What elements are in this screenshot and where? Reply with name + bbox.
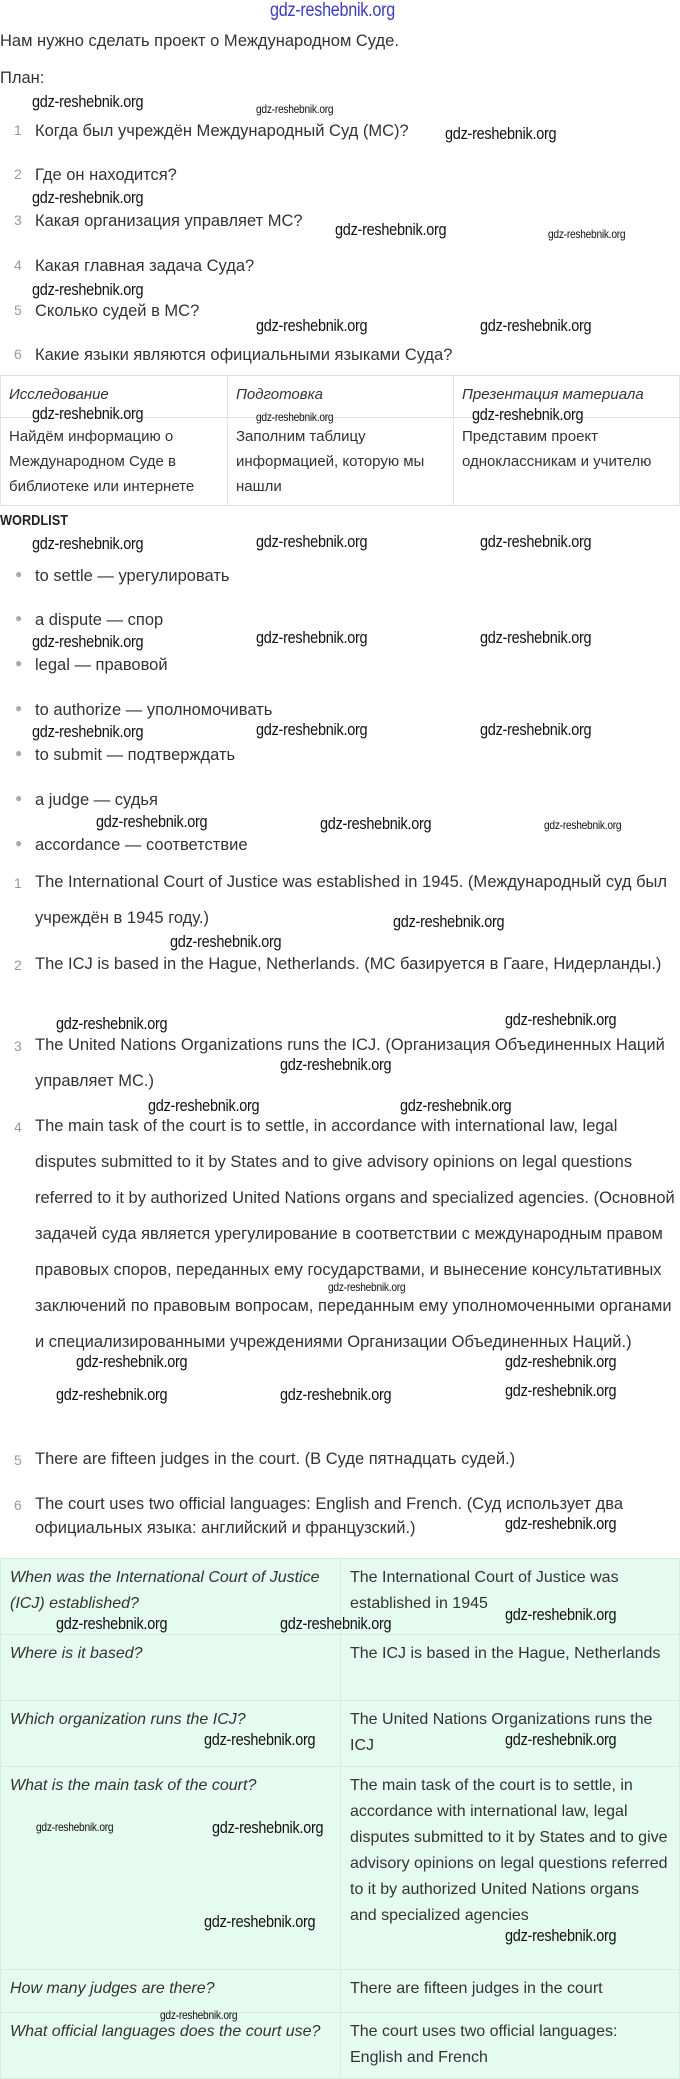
- bullet-icon: ●: [15, 791, 23, 805]
- wordlist-title: WORDLIST: [0, 512, 68, 529]
- intro-text: Нам нужно сделать проект о Международном Суде.: [0, 32, 399, 50]
- watermark: gdz-reshebnik.org: [76, 1352, 188, 1371]
- watermark: gdz-reshebnik.org: [505, 1730, 617, 1749]
- watermark: gdz-reshebnik.org: [32, 280, 144, 299]
- watermark: gdz-reshebnik.org: [472, 405, 584, 424]
- table-header: Презентация материала: [454, 376, 680, 418]
- qa-row: [1, 2013, 680, 2079]
- watermark: gdz-reshebnik.org: [56, 1614, 168, 1633]
- item-number: 6: [14, 1497, 22, 1513]
- word-text: a judge — судья: [35, 791, 158, 809]
- watermark: gdz-reshebnik.org: [256, 410, 334, 424]
- item-text: Где он находится?: [35, 166, 177, 184]
- word-text: a dispute — спор: [35, 611, 164, 629]
- watermark: gdz-reshebnik.org: [280, 1055, 392, 1074]
- item-number: 1: [14, 122, 22, 138]
- answer-text: The International Court of Justice was established in 1945. (Международный суд был учреждён в 1945 году.): [35, 873, 668, 927]
- watermark: gdz-reshebnik.org: [56, 1014, 168, 1033]
- plan-table: [0, 375, 680, 506]
- item-number: 1: [14, 875, 22, 891]
- item-number: 2: [14, 166, 22, 182]
- watermark: gdz-reshebnik.org: [204, 1730, 316, 1749]
- watermark: gdz-reshebnik.org: [280, 1614, 392, 1633]
- watermark: gdz-reshebnik.org: [32, 404, 144, 423]
- watermark: gdz-reshebnik.org: [204, 1912, 316, 1931]
- watermark: gdz-reshebnik.org: [480, 316, 592, 335]
- answer-cell: The United Nations Organizations runs the ICJ: [341, 1701, 680, 1767]
- answer-cell: The court uses two official languages: English and French: [341, 2013, 680, 2079]
- watermark: gdz-reshebnik.org: [256, 316, 368, 335]
- watermark: gdz-reshebnik.org: [320, 814, 432, 833]
- table-cell: Представим проект одноклассникам и учителю: [454, 418, 680, 506]
- word-text: to authorize — уполномочивать: [35, 701, 273, 719]
- qa-table: [0, 1558, 680, 2079]
- watermark: gdz-reshebnik.org: [393, 912, 505, 931]
- bullet-icon: ●: [15, 656, 23, 670]
- item-text: Когда был учреждён Международный Суд (МС)?: [35, 122, 409, 140]
- table-cell: Заполним таблицу информацией, которую мы нашли: [228, 418, 454, 506]
- watermark: gdz-reshebnik.org: [480, 720, 592, 739]
- answer-cell: The ICJ is based in the Hague, Netherlands: [341, 1635, 680, 1701]
- question-cell: How many judges are there?: [1, 1970, 341, 2013]
- answer-text: The court uses two official languages: English and French. (Суд использует два официальных языка: английский и французский.): [35, 1495, 624, 1537]
- item-text: Какая главная задача Суда?: [35, 257, 255, 275]
- watermark: gdz-reshebnik.org: [256, 720, 368, 739]
- watermark: gdz-reshebnik.org: [32, 188, 144, 207]
- watermark: gdz-reshebnik.org: [544, 818, 622, 832]
- watermark: gdz-reshebnik.org: [256, 532, 368, 551]
- answer-text: The main task of the court is to settle, in accordance with international law, legal disputes submitted to it by States and to give advisory opinions on legal questions referred to it by authorized United Nations organs and specialized agencies. (Основной задачей суда является урегулирование в соответствии с международным правом правовых споров, переданных ему государствами, и вынесение консультативных заключений по правовым вопросам, переданным ему уполномоченными органами и специализированными учреждениями Организации Объединенных Наций.): [35, 1117, 675, 1351]
- watermark: gdz-reshebnik.org: [148, 1096, 260, 1115]
- bullet-icon: ●: [15, 567, 23, 581]
- bullet-icon: ●: [15, 611, 23, 625]
- watermark: gdz-reshebnik.org: [335, 220, 447, 239]
- watermark: gdz-reshebnik.org: [256, 628, 368, 647]
- watermark: gdz-reshebnik.org: [32, 92, 144, 111]
- item-number: 2: [14, 957, 22, 973]
- question-cell: Where is it based?: [1, 1635, 341, 1701]
- item-text: Какая организация управляет МС?: [35, 212, 303, 230]
- item-text: Какие языки являются официальными языками Суда?: [35, 346, 453, 364]
- item-number: 4: [14, 257, 22, 273]
- site-watermark-top[interactable]: gdz-reshebnik.org: [270, 0, 395, 21]
- plan-label: План:: [0, 69, 45, 87]
- watermark: gdz-reshebnik.org: [548, 227, 626, 241]
- item-number: 4: [14, 1119, 22, 1135]
- watermark: gdz-reshebnik.org: [280, 1385, 392, 1404]
- bullet-icon: ●: [15, 746, 23, 760]
- question-cell: When was the International Court of Justice (ICJ) established?: [1, 1559, 341, 1635]
- watermark: gdz-reshebnik.org: [505, 1010, 617, 1029]
- watermark: gdz-reshebnik.org: [96, 812, 208, 831]
- watermark: gdz-reshebnik.org: [36, 1820, 114, 1834]
- watermark: gdz-reshebnik.org: [480, 628, 592, 647]
- watermark: gdz-reshebnik.org: [160, 2008, 238, 2022]
- watermark: gdz-reshebnik.org: [32, 534, 144, 553]
- question-cell: Which organization runs the ICJ?: [1, 1701, 341, 1767]
- qa-row: [1, 1635, 680, 1701]
- answer-text: There are fifteen judges in the court. (В Суде пятнадцать судей.): [35, 1450, 516, 1468]
- watermark: gdz-reshebnik.org: [32, 632, 144, 651]
- watermark: gdz-reshebnik.org: [56, 1385, 168, 1404]
- word-text: to settle — урегулировать: [35, 567, 230, 585]
- answer-text: The United Nations Organizations runs the ICJ. (Организация Объединенных Наций управляет МС.): [35, 1036, 665, 1090]
- watermark: gdz-reshebnik.org: [212, 1818, 324, 1837]
- watermark: gdz-reshebnik.org: [505, 1352, 617, 1371]
- bullet-icon: ●: [15, 701, 23, 715]
- watermark: gdz-reshebnik.org: [445, 124, 557, 143]
- answer-cell: The main task of the court is to settle, in accordance with international law, legal disputes submitted to it by States and to give advisory opinions on legal questions referred to it by authorized United Nations organs and specialized agencies: [341, 1767, 680, 1970]
- answer-cell: The International Court of Justice was established in 1945: [341, 1559, 680, 1635]
- answer-cell: There are fifteen judges in the court: [341, 1970, 680, 2013]
- item-number: 5: [14, 1452, 22, 1468]
- watermark: gdz-reshebnik.org: [505, 1605, 617, 1624]
- watermark: gdz-reshebnik.org: [32, 722, 144, 741]
- item-number: 3: [14, 1038, 22, 1054]
- bullet-icon: ●: [15, 836, 23, 850]
- item-number: 5: [14, 302, 22, 318]
- item-number: 6: [14, 346, 22, 362]
- watermark: gdz-reshebnik.org: [400, 1096, 512, 1115]
- word-text: to submit — подтверждать: [35, 746, 236, 764]
- word-text: legal — правовой: [35, 656, 168, 674]
- question-cell: What official languages does the court use?: [1, 2013, 341, 2079]
- watermark: gdz-reshebnik.org: [505, 1514, 617, 1533]
- answer-text: The ICJ is based in the Hague, Netherlands. (МС базируется в Гааге, Нидерланды.): [35, 955, 662, 973]
- item-number: 3: [14, 212, 22, 228]
- table-header: Исследование: [1, 376, 228, 418]
- table-header: Подготовка: [228, 376, 454, 418]
- watermark: gdz-reshebnik.org: [170, 932, 282, 951]
- watermark: gdz-reshebnik.org: [328, 1280, 406, 1294]
- watermark: gdz-reshebnik.org: [256, 102, 334, 116]
- table-cell: Найдём информацию о Международном Суде в библиотеке или интернете: [1, 418, 228, 506]
- watermark: gdz-reshebnik.org: [505, 1381, 617, 1400]
- word-text: accordance — соответствие: [35, 836, 248, 854]
- watermark: gdz-reshebnik.org: [480, 532, 592, 551]
- question-cell: What is the main task of the court?: [1, 1767, 341, 1970]
- qa-row: [1, 1970, 680, 2013]
- watermark: gdz-reshebnik.org: [505, 1926, 617, 1945]
- item-text: Сколько судей в МС?: [35, 302, 200, 320]
